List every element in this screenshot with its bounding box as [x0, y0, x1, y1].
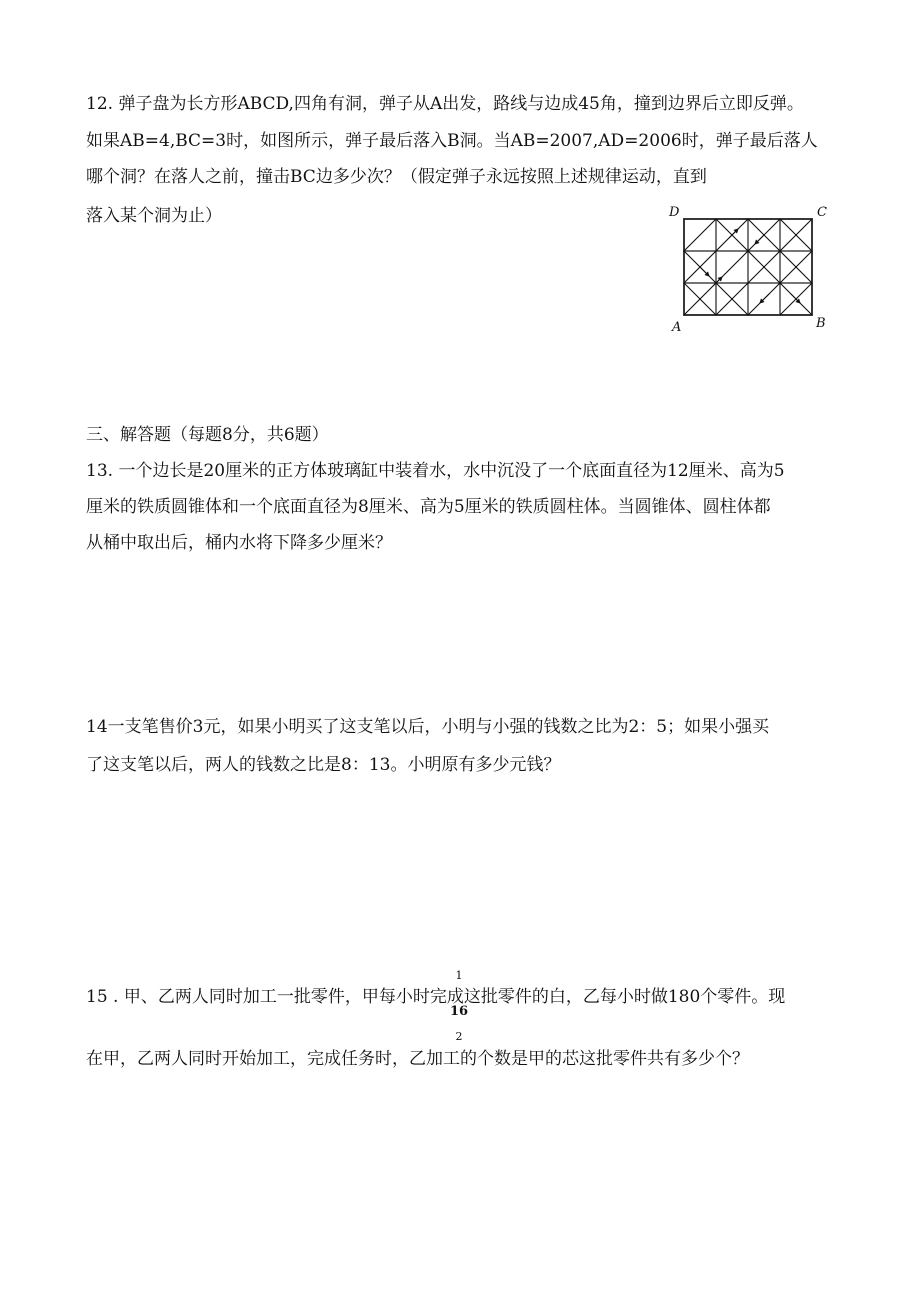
q15-fraction-mid: 16 [449, 1004, 469, 1019]
section-heading: 三、解答题（每题8分，共6题） [86, 425, 329, 445]
q13-line-2: 厘米的铁质圆锥体和一个底面直径为8厘米、高为5厘米的铁质圆柱体。当圆锥体、圆柱体都 [86, 497, 771, 517]
billiard-table-figure [683, 218, 815, 320]
q12-line-2: 如果AB=4,BC=3时，如图所示，弹子最后落入B洞。当AB=2007,AD=2006时，弹子最后落人 [86, 131, 818, 151]
q14-line-1: 14一支笔售价3元，如果小明买了这支笔以后，小明与小强的钱数之比为2：5；如果小强买 [86, 717, 770, 737]
q13-line-1: 13. 一个边长是20厘米的正方体玻璃缸中装着水，水中沉没了一个底面直径为12厘米、高为5 [86, 461, 785, 481]
figure-label-b: B [816, 316, 826, 331]
q12-line-3: 哪个洞？在落人之前，撞击BC边多少次？（假定弹子永远按照上述规律运动，直到 [86, 167, 707, 187]
q12-line-1: 12. 弹子盘为长方形ABCD,四角有洞，弹子从A出发，路线与边成45角，撞到边界后立即反弹。 [86, 94, 804, 114]
figure-label-a: A [672, 320, 682, 335]
q13-line-3: 从桶中取出后，桶内水将下降多少厘米？ [86, 533, 392, 553]
q12-line-4: 落入某个洞为止） [86, 206, 222, 226]
grid-lines [684, 219, 812, 315]
figure-label-d: D [669, 205, 680, 220]
figure-label-c: C [817, 205, 827, 220]
q14-line-2: 了这支笔以后，两人的钱数之比是8：13。小明原有多少元钱？ [86, 755, 561, 775]
q15-line-1: 15 . 甲、乙两人同时加工一批零件，甲每小时完成这批零件的白，乙每小时做180个零件。现 [86, 987, 786, 1007]
path-arrows [700, 230, 799, 302]
q15-line-2: 在甲，乙两人同时开始加工，完成任务时，乙加工的个数是甲的芯这批零件共有多少个？ [86, 1049, 749, 1069]
q15-fraction-top: 1 [455, 969, 463, 982]
q15-fraction-bottom: 2 [455, 1030, 463, 1043]
